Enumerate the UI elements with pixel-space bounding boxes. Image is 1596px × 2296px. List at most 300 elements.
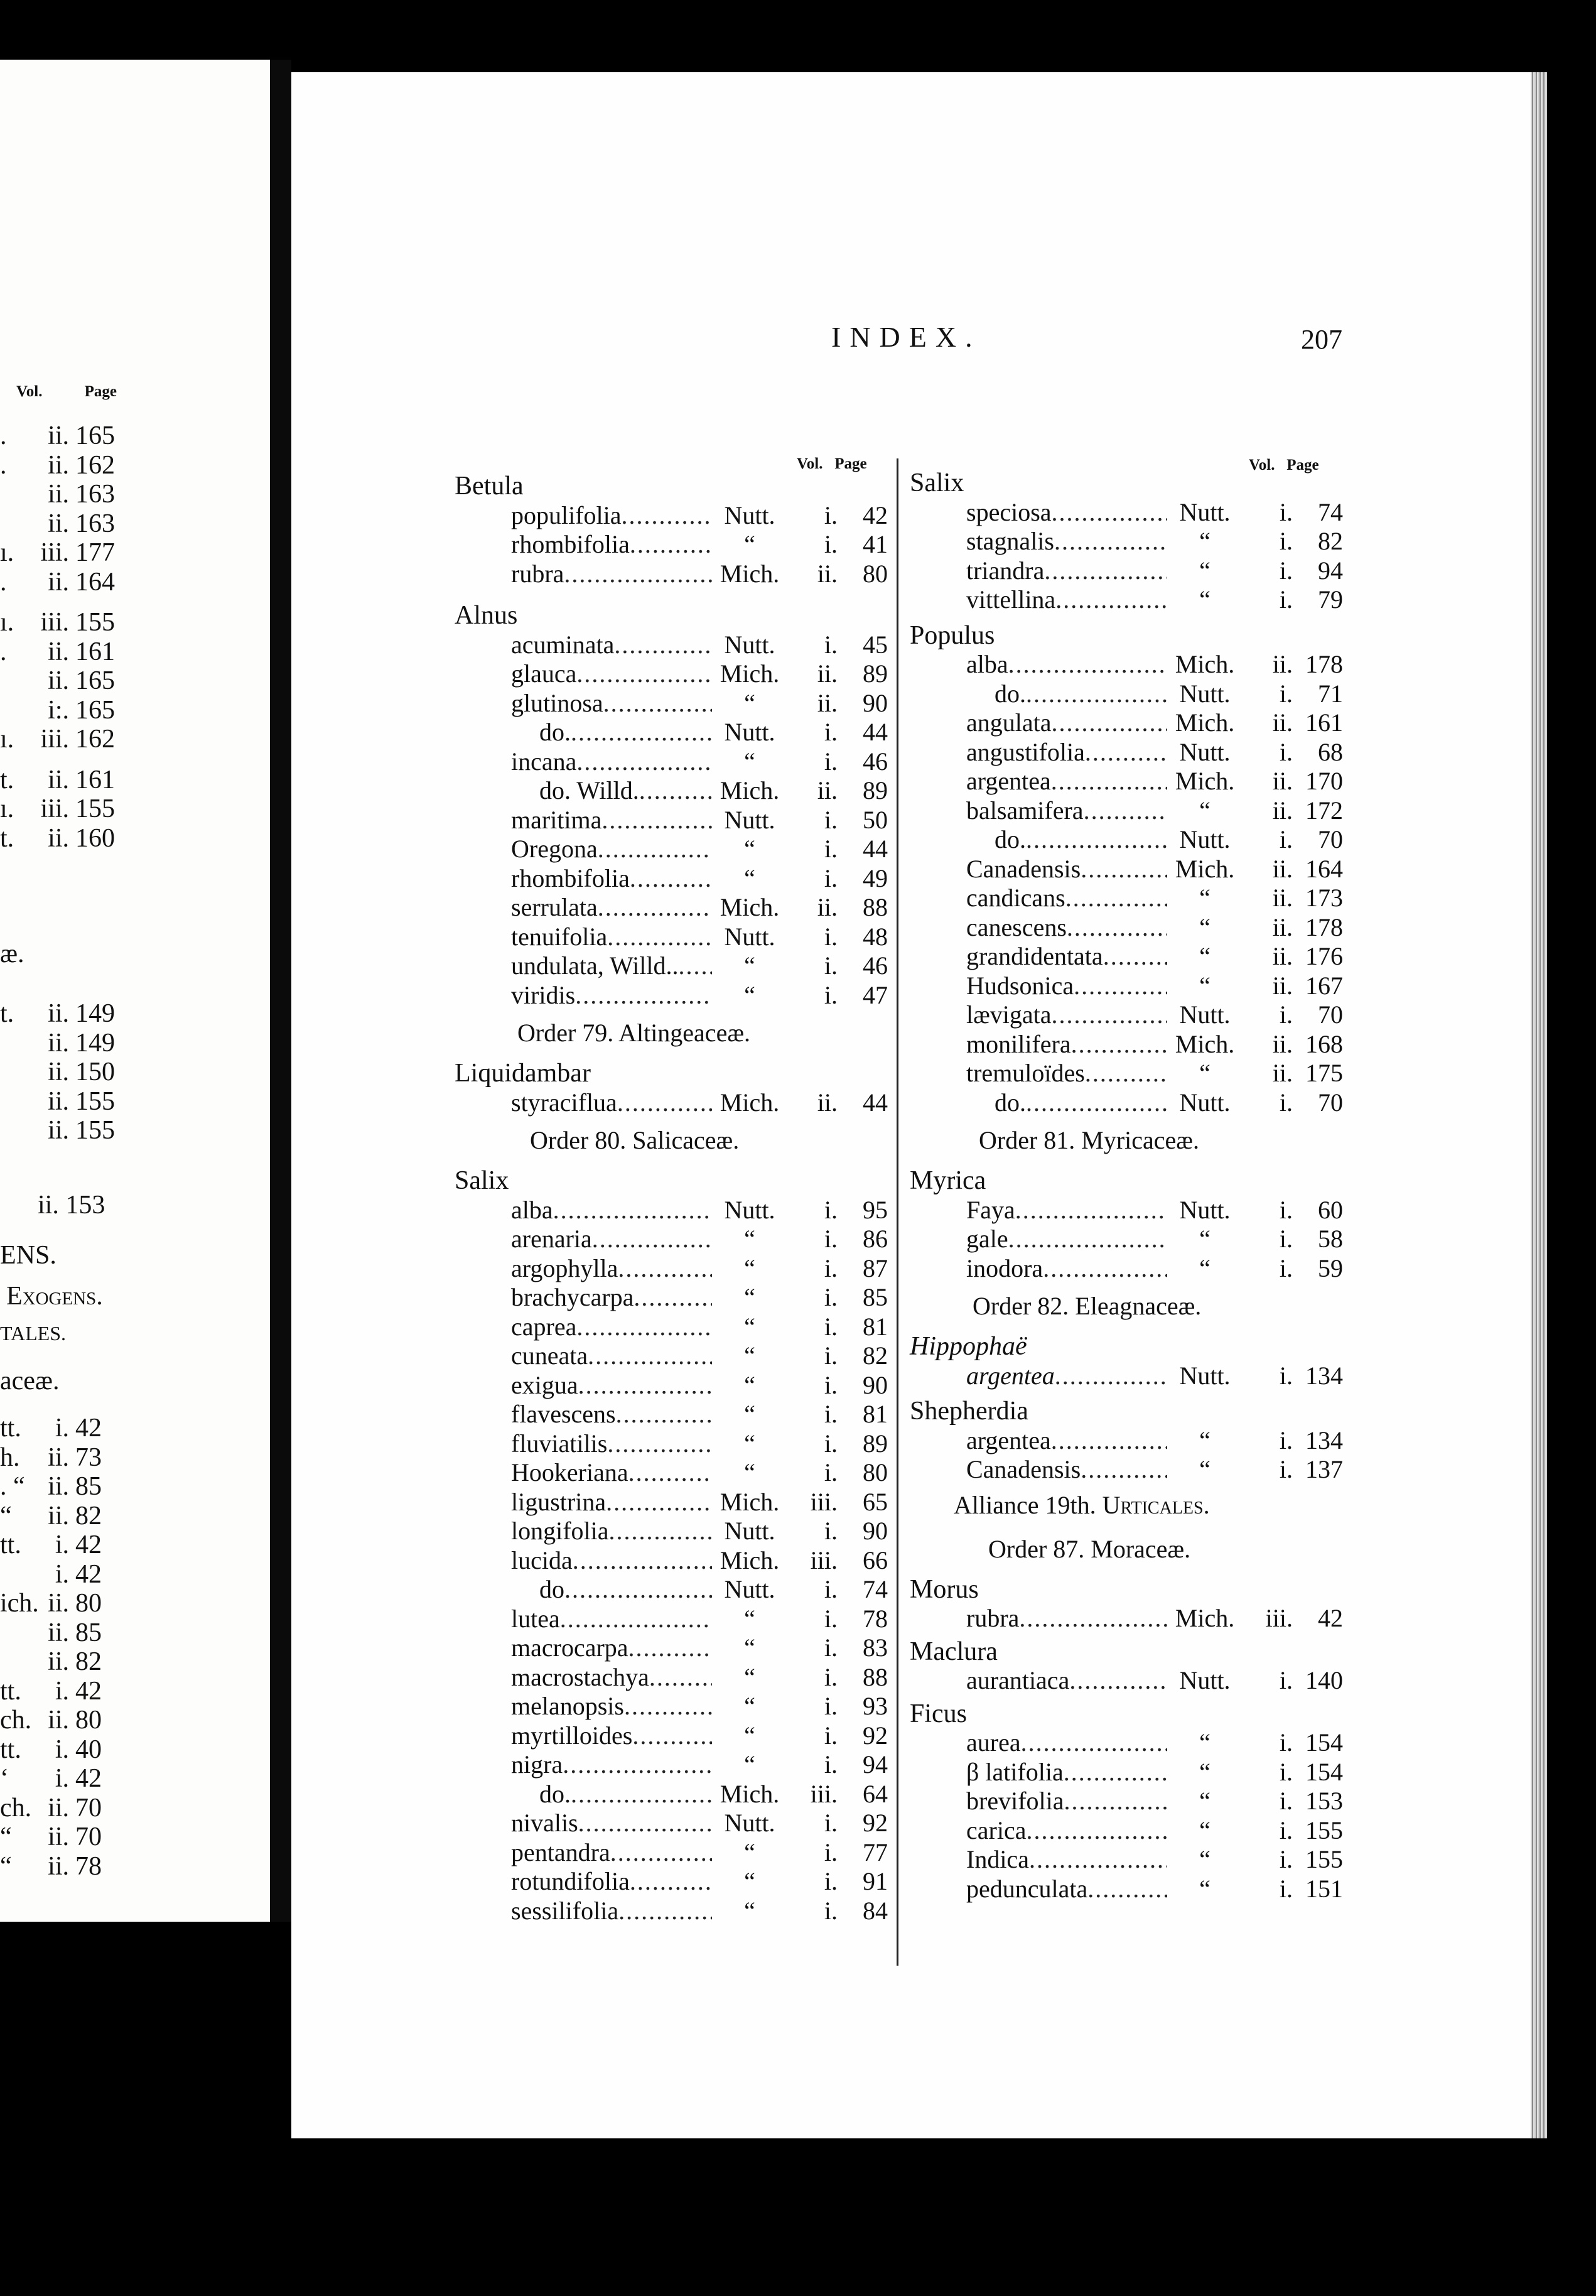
volume: i.	[1279, 1455, 1293, 1483]
species-name: rhombifolia	[511, 530, 630, 558]
authority: “	[744, 1312, 755, 1341]
index-entry	[910, 1454, 1343, 1483]
leader-dots	[634, 1282, 712, 1312]
previous-page-row: ich. ii. 80	[0, 1589, 102, 1618]
volume: ii.	[817, 659, 838, 688]
previous-page-row: t. ii. 161	[0, 765, 115, 794]
leader-dots	[1085, 737, 1167, 767]
authority: “	[744, 688, 755, 717]
leader-dots	[1052, 497, 1167, 527]
volume: i.	[824, 864, 838, 892]
page-ref: 83	[863, 1633, 888, 1662]
index-entry	[455, 1282, 888, 1311]
index-entry	[455, 1429, 888, 1458]
page-ref: 92	[863, 1809, 888, 1837]
species-name: populifolia	[511, 501, 622, 529]
page-ref: 60	[1318, 1195, 1343, 1224]
leader-dots	[1052, 1000, 1167, 1029]
index-entry	[910, 1254, 1343, 1282]
index-entry	[455, 1838, 888, 1866]
authority: “	[744, 1370, 755, 1399]
page-ref: 70	[1318, 1088, 1343, 1117]
index-entry	[455, 951, 888, 980]
volume: ii.	[1272, 650, 1293, 678]
index-entry	[910, 1361, 1343, 1390]
index-entry	[910, 1426, 1343, 1454]
leader-dots	[1055, 585, 1167, 614]
previous-page-row: i:. 165	[48, 695, 115, 725]
page-ref: 134	[1305, 1361, 1343, 1390]
previous-page-column-header	[16, 383, 117, 401]
index-entry	[910, 1224, 1343, 1253]
leader-dots	[1008, 649, 1167, 679]
volume: i.	[824, 1809, 838, 1837]
genus-heading: Populus	[910, 620, 995, 650]
leader-dots	[1081, 854, 1167, 884]
index-entry	[455, 1546, 888, 1574]
leader-dots	[639, 776, 712, 805]
page-ref: 173	[1305, 884, 1343, 912]
index-entry	[455, 1721, 888, 1750]
leader-dots	[571, 717, 712, 747]
index-entry	[455, 1691, 888, 1720]
volume: i.	[1279, 1845, 1293, 1873]
leader-dots	[606, 1487, 712, 1517]
authority: Nutt.	[1179, 737, 1231, 766]
leader-dots	[571, 1779, 712, 1809]
volume: i.	[1279, 585, 1293, 614]
volume: i.	[1279, 1816, 1293, 1844]
page-ref: 46	[863, 951, 888, 980]
species-name: nigra	[511, 1750, 563, 1779]
volume: i.	[824, 630, 838, 659]
page-ref: 154	[1305, 1757, 1343, 1786]
species-name: undulata, Willd..	[511, 951, 679, 980]
species-name: monilifera	[966, 1029, 1071, 1058]
genus-heading: Liquidambar	[455, 1059, 591, 1088]
species-name: β latifolia	[966, 1757, 1064, 1786]
page-ref: 178	[1305, 650, 1343, 678]
species-name: pentandra	[511, 1838, 610, 1866]
volume: i.	[824, 1838, 838, 1866]
page-number: 207	[1301, 324, 1342, 355]
leader-dots	[576, 659, 712, 688]
authority: “	[744, 1896, 755, 1925]
leader-dots	[628, 1458, 712, 1487]
genus-heading: Hippophaë	[910, 1332, 1027, 1361]
volume: i.	[1279, 527, 1293, 555]
index-entry	[455, 1458, 888, 1486]
authority: Nutt.	[1179, 497, 1231, 526]
volume: i.	[824, 1896, 838, 1925]
species-name: tremuloïdes	[966, 1059, 1085, 1087]
page-ref: 88	[863, 1662, 888, 1691]
page-ref: 42	[863, 501, 888, 529]
species-name: argentea	[966, 1426, 1051, 1454]
previous-page-row: tt. i. 40	[0, 1735, 102, 1764]
species-name: glutinosa	[511, 688, 603, 717]
alliance-heading: Alliance 19th. Urticales.	[954, 1490, 1210, 1519]
page-ref: 87	[863, 1254, 888, 1282]
ens-fragment: ENS.	[0, 1241, 57, 1270]
leader-dots	[1064, 1786, 1168, 1816]
volume: i.	[1279, 1787, 1293, 1815]
leader-dots	[1069, 1665, 1167, 1695]
volume: ii.	[1272, 796, 1293, 825]
volume: ii.	[817, 688, 838, 717]
volume: i.	[1279, 556, 1293, 585]
authority: “	[1199, 527, 1210, 555]
authority: Nutt.	[724, 718, 775, 746]
page-ref: 74	[863, 1575, 888, 1603]
page-ref: 80	[863, 559, 888, 588]
authority: Mich.	[720, 1546, 780, 1574]
single-row: ii. 153	[38, 1191, 105, 1220]
leader-dots	[614, 630, 712, 659]
volume: i.	[824, 1458, 838, 1486]
index-entry	[455, 688, 888, 717]
leader-dots	[1026, 825, 1167, 854]
volume: i.	[824, 1254, 838, 1282]
genus-heading: Betula	[455, 472, 524, 501]
index-entry	[455, 1866, 888, 1895]
index-entry	[910, 679, 1343, 708]
species-name: caprea	[511, 1312, 577, 1341]
page-ref: 81	[863, 1312, 888, 1341]
index-entry	[455, 922, 888, 951]
volume: i.	[824, 922, 838, 951]
authority: “	[1199, 912, 1210, 941]
authority: “	[744, 951, 755, 980]
previous-page-row: t. ii. 149	[0, 999, 115, 1028]
species-name: aurea	[966, 1728, 1021, 1757]
page-ref: 47	[863, 980, 888, 1009]
species-name: do.	[995, 679, 1026, 708]
index-entry	[910, 1816, 1343, 1844]
page-ref: 81	[863, 1400, 888, 1428]
authority: Mich.	[720, 1487, 780, 1516]
authority: “	[744, 530, 755, 558]
index-entry	[455, 834, 888, 863]
volume: iii.	[810, 1487, 838, 1516]
page-ref: 161	[1305, 708, 1343, 737]
leader-dots	[1044, 556, 1167, 585]
index-entry	[455, 1633, 888, 1662]
leader-dots	[1064, 1757, 1167, 1787]
page-ref: 170	[1305, 767, 1343, 795]
volume: i.	[1279, 1361, 1293, 1390]
page-ref: 164	[1305, 854, 1343, 883]
leader-dots	[1071, 1029, 1167, 1059]
page-ref: 93	[863, 1692, 888, 1720]
volume: i.	[824, 835, 838, 863]
page-ref: 70	[1318, 825, 1343, 853]
authority: Nutt.	[724, 501, 775, 529]
leader-dots	[649, 1662, 712, 1692]
authority: “	[1199, 1225, 1210, 1253]
index-entry	[910, 912, 1343, 941]
authority: “	[744, 1429, 755, 1458]
aceae-fragment: aceæ.	[0, 1367, 60, 1395]
authority: “	[1199, 556, 1210, 585]
index-entry	[455, 1487, 888, 1516]
species-name: pedunculata	[966, 1874, 1088, 1903]
volume: ii.	[1272, 708, 1293, 737]
genus-heading: Salix	[455, 1166, 509, 1195]
volume: ii.	[1272, 942, 1293, 970]
index-entry	[455, 529, 888, 558]
vol-header: Vol.	[16, 383, 43, 400]
page-ref: 176	[1305, 942, 1343, 970]
volume: i.	[824, 805, 838, 834]
index-entry	[455, 1312, 888, 1341]
previous-page-row: . ii. 164	[0, 567, 115, 597]
species-name: do.	[995, 825, 1026, 853]
leader-dots	[624, 1691, 712, 1721]
volume: i.	[824, 1662, 838, 1691]
leader-dots	[630, 1866, 712, 1896]
authority: Mich.	[1175, 854, 1235, 883]
previous-page-row: ii. 150	[48, 1058, 115, 1086]
leader-dots	[1026, 1088, 1167, 1117]
leader-dots	[576, 1312, 712, 1341]
volume: i.	[824, 1721, 838, 1750]
authority: “	[744, 1692, 755, 1720]
species-name: myrtilloides	[511, 1721, 633, 1750]
authority: Mich.	[720, 893, 780, 921]
leader-dots	[563, 1750, 712, 1779]
leader-dots	[575, 980, 712, 1010]
species-name: nivalis	[511, 1809, 578, 1837]
previous-page-row: tt. i. 42	[0, 1414, 102, 1443]
volume: i.	[1279, 1254, 1293, 1282]
authority: “	[744, 1341, 755, 1370]
exogens-fragment: Exogens.	[6, 1282, 103, 1311]
authority: Nutt.	[724, 805, 775, 834]
page-ref: 74	[1318, 497, 1343, 526]
previous-page-row: ı. iii. 155	[0, 608, 115, 637]
species-name: canescens	[966, 912, 1067, 941]
page-ref: 65	[863, 1487, 888, 1516]
volume: i.	[824, 1312, 838, 1341]
volume: i.	[1279, 679, 1293, 708]
previous-page-row: . ii. 165	[0, 421, 115, 450]
species-name: angustifolia	[966, 737, 1085, 766]
authority: “	[1199, 1059, 1210, 1087]
species-name: macrocarpa	[511, 1633, 628, 1662]
page-ref: 167	[1305, 971, 1343, 1000]
leader-dots	[564, 1574, 712, 1604]
previous-page-row: ch. ii. 70	[0, 1793, 102, 1822]
column-rule	[897, 458, 898, 1966]
authority: Mich.	[1175, 1604, 1235, 1632]
volume: i.	[824, 1692, 838, 1720]
leader-dots	[618, 1896, 712, 1925]
page-ref: 91	[863, 1867, 888, 1895]
genus-heading: Morus	[910, 1574, 979, 1604]
volume: i.	[824, 1341, 838, 1370]
species-name: rhombifolia	[511, 864, 630, 892]
page-ref: 95	[863, 1195, 888, 1224]
leader-dots	[573, 1546, 712, 1575]
page-ref: 90	[863, 1517, 888, 1545]
previous-page-row: tt. i. 42	[0, 1676, 102, 1706]
leader-dots	[564, 559, 712, 588]
volume: i.	[1279, 1426, 1293, 1454]
species-name: Canadensis	[966, 1455, 1081, 1483]
species-name: Indica	[966, 1845, 1029, 1873]
page-ref: 134	[1305, 1426, 1343, 1454]
index-entry	[455, 630, 888, 659]
authority: “	[744, 1867, 755, 1895]
species-name: speciosa	[966, 497, 1052, 526]
species-name: styraciflua	[511, 1088, 617, 1117]
previous-page-row: ii. 165	[48, 666, 115, 695]
page-ref: 88	[863, 893, 888, 921]
authority: “	[1199, 884, 1210, 912]
species-name: vittellina	[966, 585, 1056, 614]
leader-dots	[618, 1254, 712, 1283]
page-ref: 90	[863, 688, 888, 717]
leader-dots	[1081, 1454, 1167, 1484]
leader-dots	[617, 1088, 712, 1117]
volume: ii.	[817, 893, 838, 921]
leader-dots	[1052, 708, 1168, 737]
page-edge	[1531, 72, 1547, 2138]
species-name: brachycarpa	[511, 1283, 634, 1311]
index-entry	[910, 585, 1343, 614]
page-ref: 89	[863, 659, 888, 688]
authority: “	[1199, 1816, 1210, 1844]
index-entry	[910, 941, 1343, 970]
previous-page	[0, 60, 270, 1922]
index-entry	[910, 1088, 1343, 1117]
species-name: Hudsonica	[966, 971, 1074, 1000]
index-entry	[910, 825, 1343, 853]
volume: ii.	[1272, 1059, 1293, 1087]
leader-dots	[622, 501, 712, 530]
index-entry	[910, 649, 1343, 678]
page-ref: 59	[1318, 1254, 1343, 1282]
page-ref: 44	[863, 1088, 888, 1117]
species-name: triandra	[966, 556, 1045, 585]
page-ref: 49	[863, 864, 888, 892]
previous-page-row: tt. i. 42	[0, 1530, 102, 1559]
authority: “	[744, 1283, 755, 1311]
species-name: balsamifera	[966, 796, 1084, 825]
volume: i.	[1279, 1000, 1293, 1029]
volume: i.	[1279, 1728, 1293, 1757]
species-name: glauca	[511, 659, 577, 688]
authority: “	[744, 1721, 755, 1750]
authority: Mich.	[1175, 650, 1235, 678]
leader-dots	[1087, 1874, 1167, 1903]
page-ref: 45	[863, 630, 888, 659]
volume: i.	[824, 718, 838, 746]
page-ref: 42	[1318, 1604, 1343, 1632]
page-ref: 44	[863, 718, 888, 746]
species-name: angulata	[966, 708, 1052, 737]
leader-dots	[1055, 1361, 1167, 1390]
page-ref: 68	[1318, 737, 1343, 766]
authority: “	[1199, 1254, 1210, 1282]
page-header: Page	[84, 383, 117, 400]
volume: iii.	[1265, 1604, 1293, 1632]
page-ref: 48	[863, 922, 888, 951]
previous-page-row: “ ii. 78	[0, 1851, 102, 1881]
species-name: Faya	[966, 1195, 1015, 1224]
leader-dots	[1054, 526, 1167, 556]
page-ref: 90	[863, 1370, 888, 1399]
authority: “	[1199, 1426, 1210, 1454]
authority: Mich.	[1175, 1029, 1235, 1058]
authority: “	[744, 1254, 755, 1282]
authority: Mich.	[720, 559, 780, 588]
authority: “	[1199, 1757, 1210, 1786]
leader-dots	[630, 529, 712, 559]
leader-dots	[1085, 1058, 1167, 1088]
authority: Nutt.	[1179, 1195, 1231, 1224]
leader-dots	[1103, 941, 1167, 971]
index-entry	[910, 1058, 1343, 1087]
order-heading: Order 82. Eleagnaceæ.	[973, 1292, 1202, 1320]
authority: “	[744, 1604, 755, 1633]
index-entry	[455, 1341, 888, 1370]
index-entry	[910, 497, 1343, 526]
previous-page-row: . “ ii. 85	[0, 1472, 102, 1501]
volume: ii.	[1272, 971, 1293, 1000]
species-name: Canadensis	[966, 854, 1081, 883]
volume: ii.	[1272, 767, 1293, 795]
authority: “	[744, 980, 755, 1009]
leader-dots	[603, 688, 712, 718]
authority: Nutt.	[1179, 1088, 1231, 1117]
volume: i.	[824, 1604, 838, 1633]
page-ref: 82	[863, 1341, 888, 1370]
volume: i.	[1279, 1195, 1293, 1224]
authority: Mich.	[720, 1088, 780, 1117]
species-name: carica	[966, 1816, 1027, 1844]
previous-page-row: ii. 163	[48, 480, 115, 509]
page-ref: 175	[1305, 1059, 1343, 1087]
previous-page-row: “ ii. 82	[0, 1501, 102, 1530]
leader-dots	[1051, 766, 1167, 796]
page-ref: 94	[863, 1750, 888, 1779]
volume: i.	[1279, 737, 1293, 766]
page-ref: 80	[863, 1458, 888, 1486]
ae-fragment: æ.	[0, 940, 24, 968]
species-name: sessilifolia	[511, 1896, 619, 1925]
tales-fragment: TALES.	[0, 1322, 66, 1345]
index-entry	[455, 1604, 888, 1633]
leader-dots	[588, 1341, 712, 1370]
page-ref: 71	[1318, 679, 1343, 708]
authority: Nutt.	[1179, 1666, 1231, 1694]
previous-page-row: i. 42	[55, 1559, 102, 1589]
page-ref: 178	[1305, 912, 1343, 941]
leader-dots	[1021, 1728, 1167, 1757]
species-name: argentea	[966, 767, 1051, 795]
index-entry	[910, 883, 1343, 912]
species-name: alba	[966, 650, 1008, 678]
species-name: do.	[539, 1779, 571, 1808]
authority: Nutt.	[1179, 679, 1231, 708]
index-entry	[910, 766, 1343, 795]
leader-dots	[1043, 1254, 1167, 1283]
index-entry	[910, 708, 1343, 737]
index-entry	[455, 1779, 888, 1808]
index-entry	[910, 854, 1343, 883]
